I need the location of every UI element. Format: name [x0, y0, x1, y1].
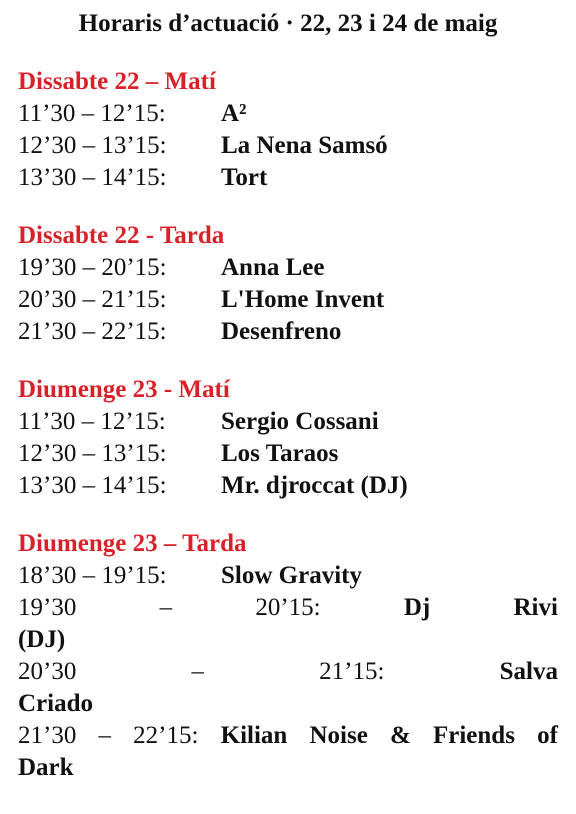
time-range: 20’30 – 21’15:	[18, 286, 167, 313]
schedule-row	[18, 130, 562, 162]
time-dash: –	[98, 722, 111, 749]
act-word: of	[537, 722, 558, 749]
act-word: Salva	[499, 658, 558, 685]
schedule-section-saturday-morning	[18, 66, 562, 194]
act-word: Rivi	[513, 594, 558, 621]
act-word: Noise	[309, 722, 368, 749]
schedule-row-justified	[18, 720, 558, 784]
act-continuation: (DJ)	[18, 626, 66, 653]
time-start: 20’30	[18, 658, 77, 685]
section-heading: Dissabte 22 – Matí	[18, 68, 216, 95]
act-name: Tort	[221, 164, 268, 191]
justified-line	[18, 720, 558, 752]
act-name: Anna Lee	[221, 254, 325, 281]
act-name: Mr. djroccat (DJ)	[221, 472, 408, 499]
time-end: 20’15:	[255, 594, 321, 621]
time-range: 12’30 – 13’15:	[18, 440, 167, 467]
time-range: 11’30 – 12’15:	[18, 408, 166, 435]
time-range: 18’30 – 19’15:	[18, 562, 167, 589]
schedule-row	[18, 162, 562, 194]
schedule-row	[18, 470, 562, 502]
time-range: 12’30 – 13’15:	[18, 132, 167, 159]
schedule-row	[18, 560, 562, 592]
time-dash: –	[191, 658, 204, 685]
justified-line	[18, 656, 558, 688]
page-title: Horaris d’actuació · 22, 23 i 24 de maig	[78, 10, 498, 37]
act-word: &	[389, 722, 411, 749]
time-range: 21’30 – 22’15:	[18, 318, 167, 345]
act-name: Sergio Cossani	[221, 408, 379, 435]
act-word: Friends	[432, 722, 515, 749]
act-name: L'Home Invent	[221, 286, 385, 313]
section-heading: Dissabte 22 - Tarda	[18, 222, 225, 249]
time-start: 19’30	[18, 594, 77, 621]
schedule-row	[18, 438, 562, 470]
act-name: A²	[221, 100, 247, 127]
schedule-row	[18, 406, 562, 438]
time-range: 19’30 – 20’15:	[18, 254, 167, 281]
act-name: Slow Gravity	[221, 562, 362, 589]
act-continuation: Dark	[18, 754, 74, 781]
act-name: La Nena Samsó	[221, 132, 388, 159]
schedule-row	[18, 98, 562, 130]
time-dash: –	[159, 594, 173, 621]
act-continuation: Criado	[18, 690, 93, 717]
time-range: 13’30 – 14’15:	[18, 164, 167, 191]
act-word: Kilian	[220, 722, 288, 749]
justified-line	[18, 592, 558, 624]
time-end: 21’15:	[319, 658, 385, 685]
act-name: Los Taraos	[221, 440, 339, 467]
schedule-section-saturday-afternoon	[18, 220, 562, 348]
schedule-row	[18, 252, 562, 284]
schedule-row-justified	[18, 592, 558, 656]
act-name: Desenfreno	[221, 318, 342, 345]
schedule-row	[18, 284, 562, 316]
schedule-section-sunday-afternoon	[18, 528, 562, 784]
time-range: 11’30 – 12’15:	[18, 100, 166, 127]
act-word: Dj	[403, 594, 431, 621]
schedule-section-sunday-morning	[18, 374, 562, 502]
section-heading: Diumenge 23 - Matí	[18, 376, 230, 403]
time-start: 21’30	[18, 722, 77, 749]
section-heading: Diumenge 23 – Tarda	[18, 530, 247, 557]
schedule-row-justified	[18, 656, 558, 720]
time-end: 22’15:	[133, 722, 199, 749]
time-range: 13’30 – 14’15:	[18, 472, 167, 499]
schedule-row	[18, 316, 562, 348]
